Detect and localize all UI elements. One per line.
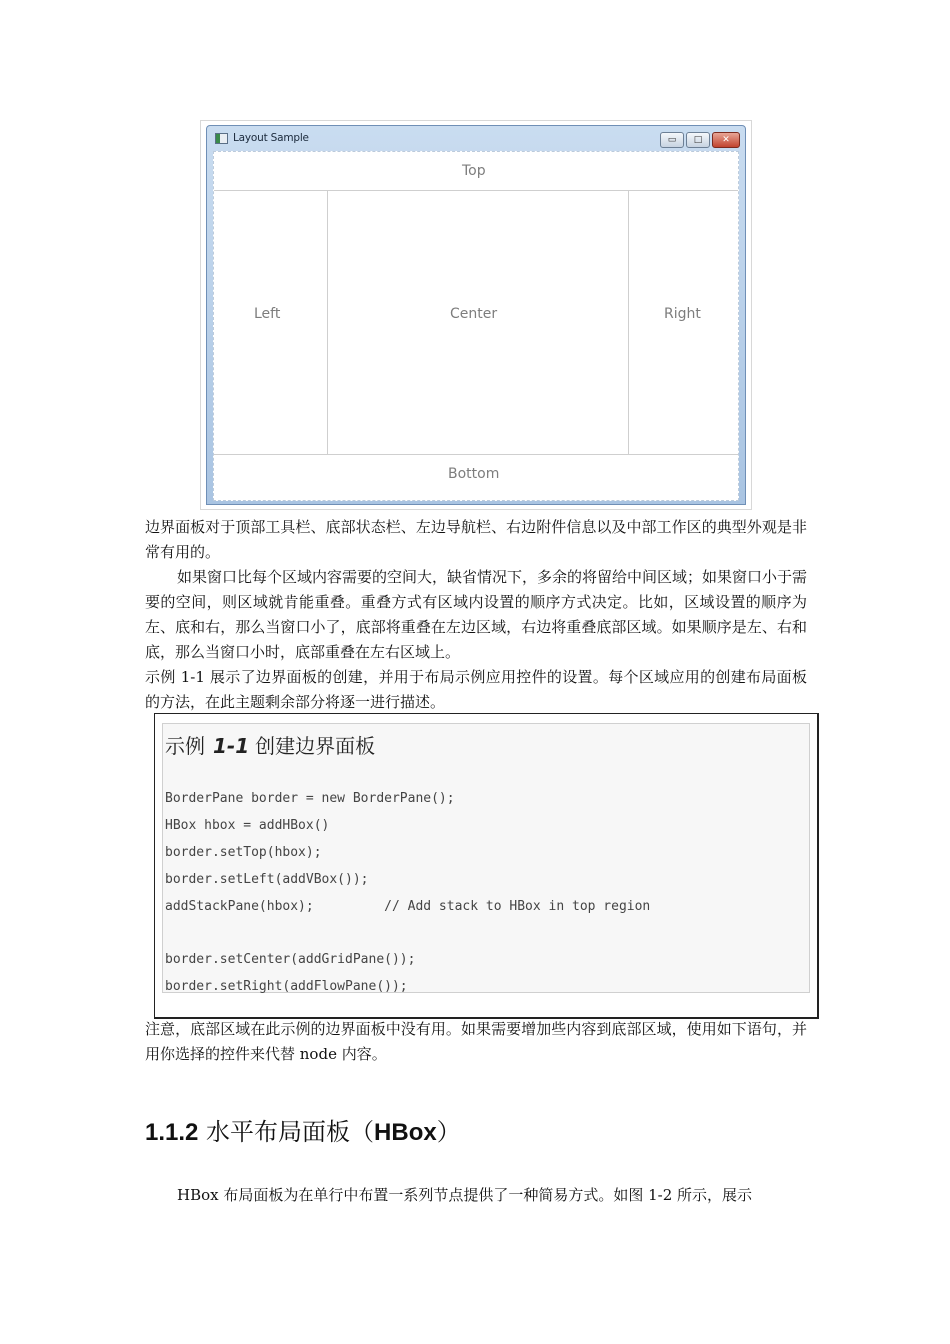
example-title: [165, 730, 375, 759]
example-number: 1-1: [213, 734, 250, 758]
maximize-button[interactable]: □: [686, 132, 710, 148]
example-box: [154, 713, 819, 1019]
code-line: border.setLeft(addVBox());: [165, 872, 369, 887]
region-top: Top: [462, 163, 486, 179]
code-line: BorderPane border = new BorderPane();: [165, 791, 455, 806]
bottom-divider: [214, 454, 738, 455]
section-title-close: ）: [436, 1118, 461, 1146]
section-heading: [145, 1112, 461, 1147]
paragraph-text: 示例 1-1 展示了边界面板的创建，并用于布局示例应用控件的设置。每个区域应用的创建布局面板的方法，在此主题剩余部分将逐一进行描述。: [145, 668, 807, 711]
paragraph-text: 边界面板对于顶部工具栏、底部状态栏、左边导航栏、右边附件信息以及中部工作区的典型外观是非常有用的。: [145, 518, 807, 561]
window-title: Layout Sample: [233, 132, 309, 144]
region-bottom: Bottom: [448, 466, 500, 482]
window-titlebar: [207, 126, 745, 150]
minimize-button[interactable]: ▭: [660, 132, 684, 148]
section-title: 水平布局面板（: [206, 1118, 375, 1146]
paragraph-text: 注意，底部区域在此示例的边界面板中没有用。如果需要增加些内容到底部区域，使用如下语句，并用你选择的控件来代替 node 内容。: [145, 1020, 807, 1063]
right-divider: [628, 190, 629, 454]
code-line: border.setRight(addFlowPane());: [165, 979, 408, 994]
region-right: Right: [664, 306, 701, 322]
section-number: 1.1.2: [145, 1119, 199, 1146]
example-code-panel: [162, 723, 810, 993]
app-window: [206, 125, 746, 505]
code-line: addStackPane(hbox); // Add stack to HBox in top region: [165, 899, 651, 914]
region-left: Left: [254, 306, 281, 322]
close-button[interactable]: ✕: [712, 132, 740, 148]
top-divider: [214, 190, 738, 191]
paragraph-text: HBox 布局面板为在单行中布置一系列节点提供了一种简易方式。如图 1-2 所示，展示: [177, 1186, 753, 1204]
example-title-text: 创建边界面板: [255, 734, 376, 758]
section-title-bold: HBox: [374, 1119, 437, 1146]
code-line: border.setTop(hbox);: [165, 845, 322, 860]
code-line: border.setCenter(addGridPane());: [165, 952, 416, 967]
left-divider: [327, 190, 328, 454]
example-prefix: 示例: [165, 734, 205, 758]
border-pane: [213, 151, 739, 501]
code-line: HBox hbox = addHBox(): [165, 818, 330, 833]
app-icon: [215, 133, 228, 144]
paragraph-1: [145, 515, 807, 565]
paragraph-3: [145, 665, 807, 715]
paragraph-text: 如果窗口比每个区域内容需要的空间大，缺省情况下，多余的将留给中间区域；如果窗口小于需要的空间，则区域就肯能重叠。重叠方式有区域内设置的顺序方式决定。比如，区域设置的顺序为左、底和右，那么当窗口小了，底部将重叠在左边区域，右边将重叠底部区域。如果顺序是左、右和底，那么当窗口小时，底部重叠在左右区域上。: [145, 568, 808, 661]
paragraph-5: [145, 1183, 807, 1208]
region-center: Center: [450, 306, 498, 322]
border-pane-screenshot: [200, 120, 752, 510]
paragraph-4: [145, 1017, 807, 1067]
paragraph-2: [145, 565, 807, 665]
